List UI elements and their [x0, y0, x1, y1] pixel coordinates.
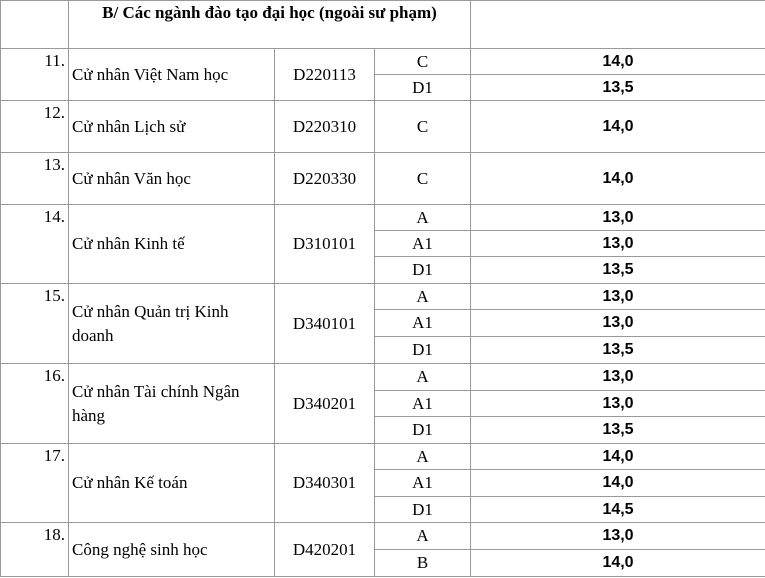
program-name: Cử nhân Lịch sử [69, 101, 275, 153]
table-body [1, 1, 765, 577]
exam-block: D1 [375, 337, 471, 364]
benchmark-score: 14,5 [471, 497, 765, 523]
exam-block: A1 [375, 310, 471, 337]
program-code: D340201 [275, 364, 375, 444]
exam-block: A1 [375, 231, 471, 257]
exam-block: A [375, 284, 471, 310]
benchmark-score: 14,0 [471, 153, 765, 205]
table-row [1, 444, 765, 470]
benchmark-score: 13,0 [471, 364, 765, 391]
benchmark-score: 13,0 [471, 310, 765, 337]
program-number: 14. [1, 205, 69, 284]
benchmark-score: 13,5 [471, 75, 765, 101]
program-name: Công nghệ sinh học [69, 523, 275, 577]
header-blank-cell [1, 1, 69, 49]
program-code: D340101 [275, 284, 375, 364]
program-code: D220330 [275, 153, 375, 205]
exam-block: C [375, 153, 471, 205]
benchmark-score: 13,0 [471, 231, 765, 257]
table-row [1, 284, 765, 310]
exam-block: A [375, 364, 471, 391]
exam-block: A [375, 523, 471, 550]
benchmark-score: 14,0 [471, 49, 765, 75]
exam-block: D1 [375, 497, 471, 523]
header-row [1, 1, 765, 49]
benchmark-score: 13,5 [471, 417, 765, 444]
benchmark-score: 14,0 [471, 444, 765, 470]
section-title: B/ Các ngành đào tạo đại học (ngoài sư phạm) [69, 1, 471, 49]
table-row [1, 523, 765, 550]
exam-block: C [375, 49, 471, 75]
exam-block: A [375, 205, 471, 231]
benchmark-score: 13,5 [471, 257, 765, 284]
benchmark-score: 13,0 [471, 523, 765, 550]
benchmark-score: 14,0 [471, 101, 765, 153]
program-name: Cử nhân Quản trị Kinh doanh [69, 284, 275, 364]
benchmark-score: 13,0 [471, 391, 765, 417]
benchmark-score: 13,5 [471, 337, 765, 364]
program-name: Cử nhân Việt Nam học [69, 49, 275, 101]
program-number: 13. [1, 153, 69, 205]
table-row [1, 101, 765, 153]
exam-block: C [375, 101, 471, 153]
program-code: D220113 [275, 49, 375, 101]
table-row [1, 153, 765, 205]
program-number: 12. [1, 101, 69, 153]
benchmark-score: 13,0 [471, 284, 765, 310]
benchmark-score: 14,0 [471, 550, 765, 577]
benchmark-score: 14,0 [471, 470, 765, 497]
table-row [1, 205, 765, 231]
header-score-cell [471, 1, 765, 49]
exam-block: A [375, 444, 471, 470]
table-row [1, 364, 765, 391]
exam-block: B [375, 550, 471, 577]
exam-block: D1 [375, 417, 471, 444]
program-name: Cử nhân Văn học [69, 153, 275, 205]
program-code: D220310 [275, 101, 375, 153]
program-number: 16. [1, 364, 69, 444]
exam-block: A1 [375, 391, 471, 417]
program-name: Cử nhân Kinh tế [69, 205, 275, 284]
exam-block: A1 [375, 470, 471, 497]
exam-block: D1 [375, 257, 471, 284]
program-code: D420201 [275, 523, 375, 577]
program-number: 15. [1, 284, 69, 364]
program-number: 18. [1, 523, 69, 577]
table-row [1, 49, 765, 75]
program-code: D340301 [275, 444, 375, 523]
benchmark-score: 13,0 [471, 205, 765, 231]
program-code: D310101 [275, 205, 375, 284]
program-number: 11. [1, 49, 69, 101]
program-name: Cử nhân Tài chính Ngân hàng [69, 364, 275, 444]
exam-block: D1 [375, 75, 471, 101]
program-number: 17. [1, 444, 69, 523]
program-name: Cử nhân Kế toán [69, 444, 275, 523]
